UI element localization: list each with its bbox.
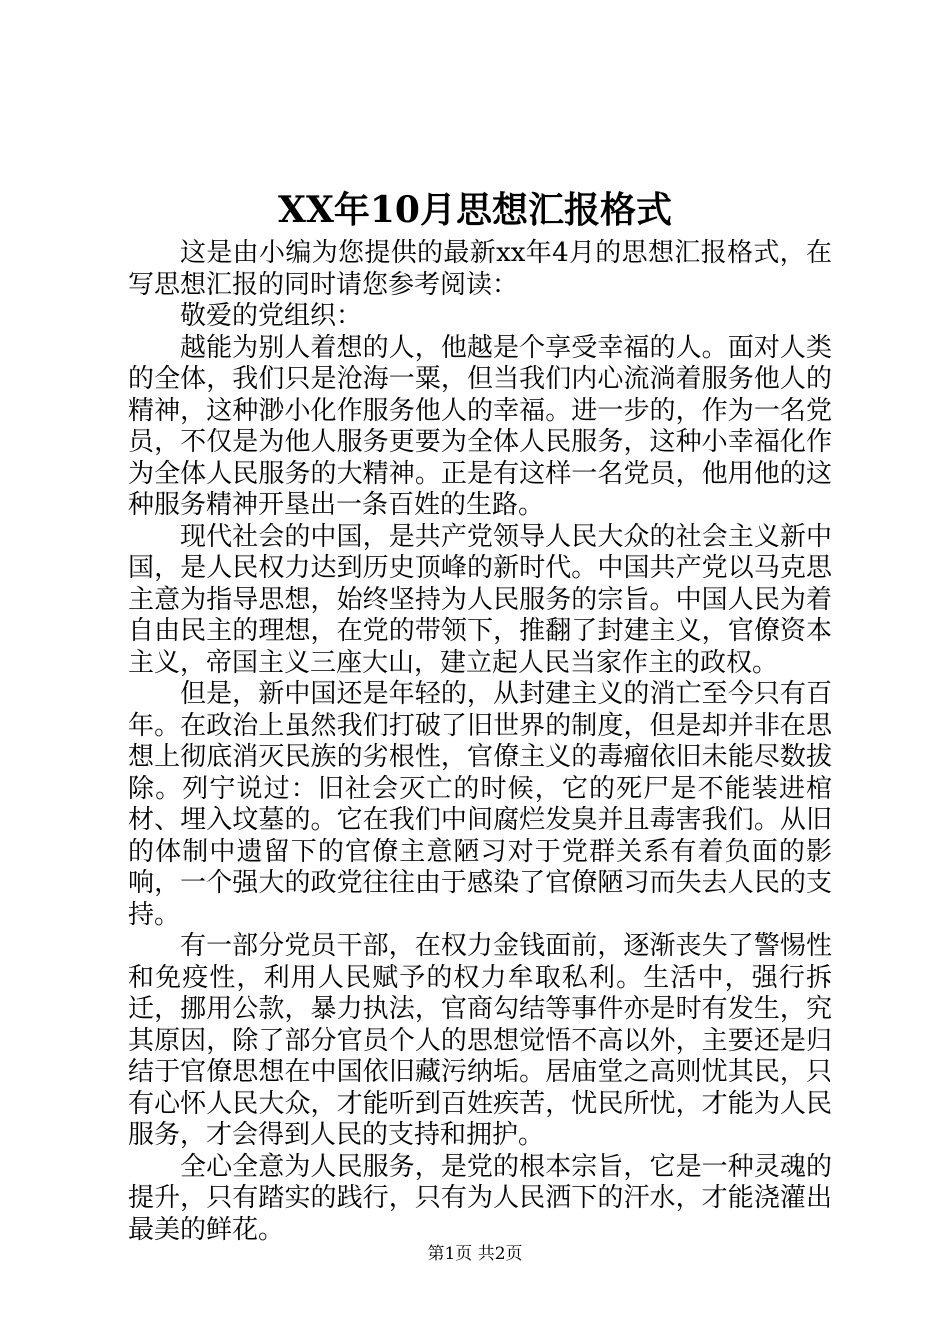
paragraph-intro: 这是由小编为您提供的最新xx年4月的思想汇报格式，在写思想汇报的同时请您参考阅读： (128, 238, 832, 300)
paragraph-body-5: 全心全意为人民服务，是党的根本宗旨，它是一种灵魂的提升，只有踏实的践行，只有为人民洒下的汗水，才能浇灌出最美的鲜花。 (128, 1151, 832, 1245)
paragraph-body-4: 有一部分党员干部，在权力金钱面前，逐渐丧失了警惕性和免疫性，利用人民赋予的权力牟取私利。生活中，强行拆迁，挪用公款，暴力执法，官商勾结等事件亦是时有发生，究其原因，除了部分官员个人的思想觉悟不高以外，主要还是归结于官僚思想在中国依旧藏污纳垢。居庙堂之高则忧其民，只有心怀人民大众，才能听到百姓疾苦，忧民所忧，才能为人民服务，才会得到人民的支持和拥护。 (128, 931, 832, 1150)
paragraph-body-2: 现代社会的中国，是共产党领导人民大众的社会主义新中国，是人民权力达到历史顶峰的新时代。中国共产党以马克思主意为指导思想，始终坚持为人民服务的宗旨。中国人民为着自由民主的理想，在党的带领下，推翻了封建主义，官僚资本主义，帝国主义三座大山，建立起人民当家作主的政权。 (128, 521, 832, 678)
page-number-footer: 第1页 共2页 (427, 1244, 523, 1264)
paragraph-body-3: 但是，新中国还是年轻的，从封建主义的消亡至今只有百年。在政治上虽然我们打破了旧世界的制度，但是却并非在思想上彻底消灭民族的劣根性，官僚主义的毒瘤依旧未能尽数拔除。列宁说过：旧社会灭亡的时候，它的死尸是不能装进棺材、埋入坟墓的。它在我们中间腐烂发臭并且毒害我们。从旧的体制中遗留下的官僚主意陋习对于党群关系有着负面的影响，一个强大的政党往往由于感染了官僚陋习而失去人民的支持。 (128, 679, 832, 930)
paragraph-body-1: 越能为别人着想的人，他越是个享受幸福的人。面对人类的全体，我们只是沧海一粟，但当我们内心流淌着服务他人的精神，这种渺小化作服务他人的幸福。进一步的，作为一名党员，不仅是为他人服务更要为全体人民服务，这种小幸福化作为全体人民服务的大精神。正是有这样一名党员，他用他的这种服务精神开垦出一条百姓的生路。 (128, 332, 832, 520)
document-title: XX年10月思想汇报格式 (278, 189, 672, 231)
document-body (128, 238, 832, 1246)
paragraph-salutation: 敬爱的党组织： (180, 301, 363, 331)
